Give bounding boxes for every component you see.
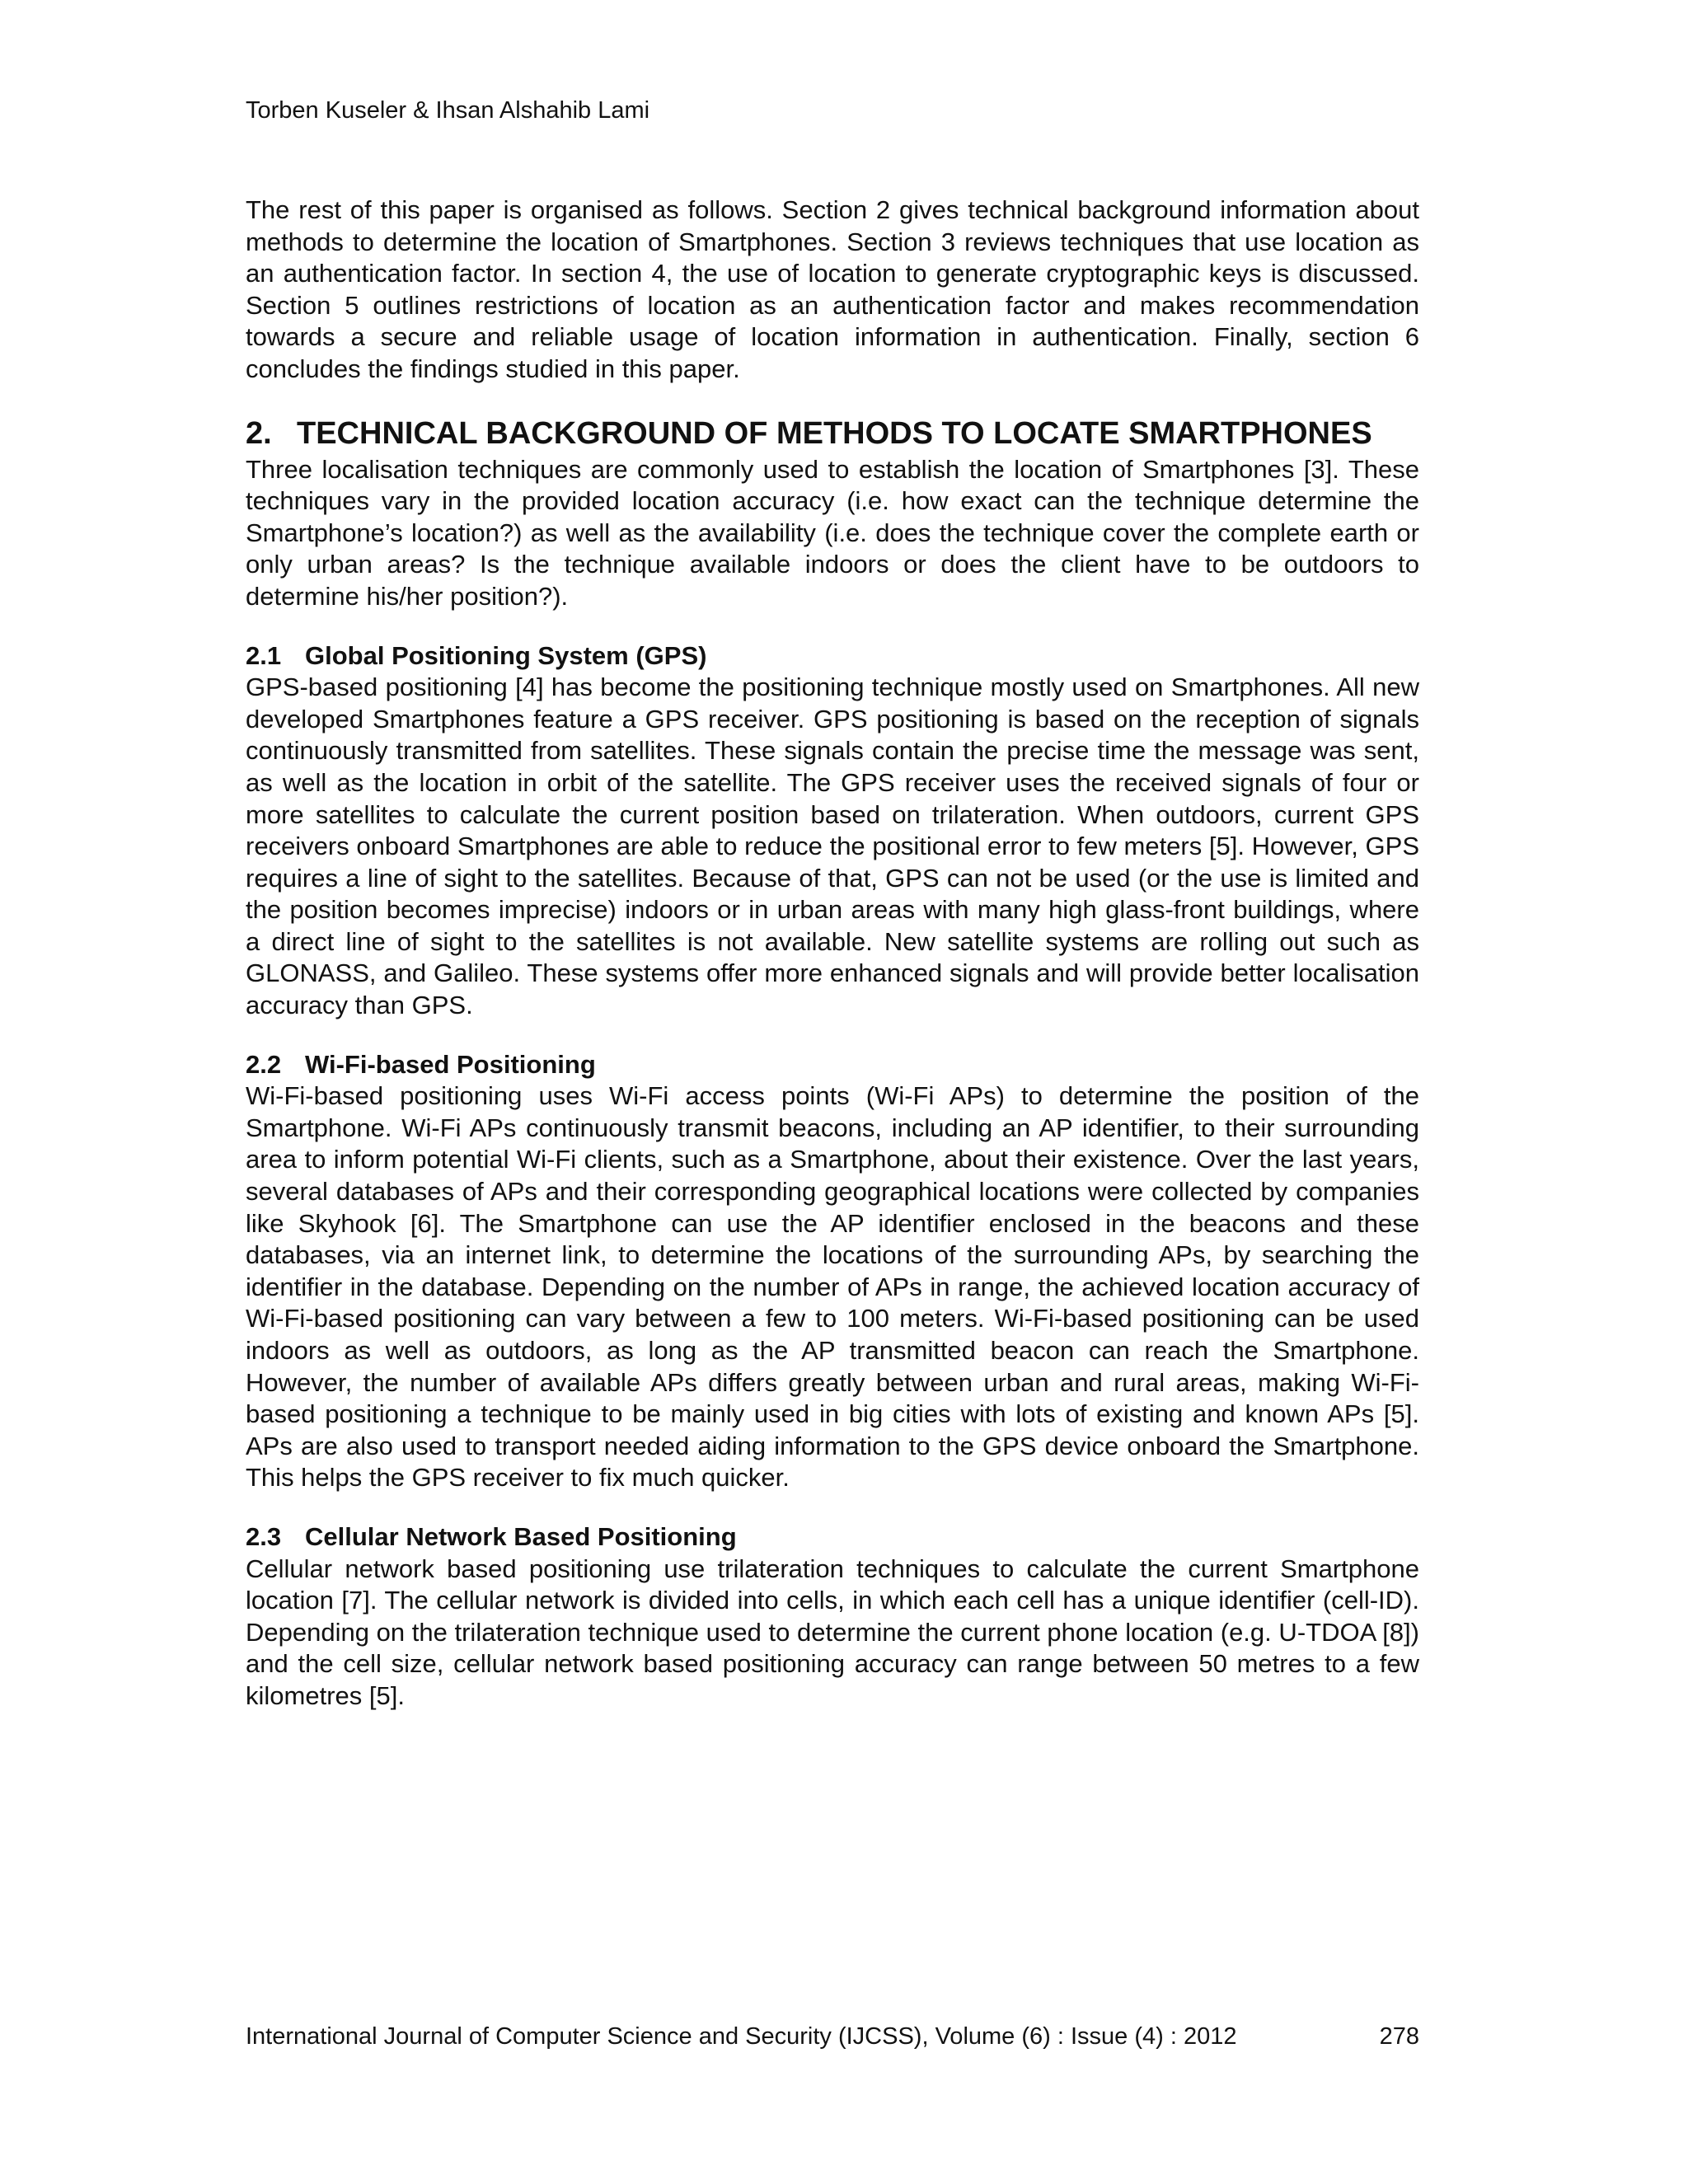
section-2-3-heading	[246, 1521, 1419, 1554]
section-2-number: 2.	[246, 415, 272, 451]
section-2-1-paragraph: GPS-based positioning [4] has become the positioning technique mostly used on Smartphones. All new developed Smartphones feature a GPS receiver. GPS positioning is based on the reception of signals continuously transmitted from satellites. These signals contain the precise time the message was sent, as well as the location in orbit of the satellite. The GPS receiver uses the received signals of four or more satellites to calculate the current position based on trilateration. When outdoors, current GPS receivers onboard Smartphones are able to reduce the positional error to few meters [5]. However, GPS requires a line of sight to the satellites. Because of that, GPS can not be used (or the use is limited and the position becomes imprecise) indoors or in urban areas with many high glass-front buildings, where a direct line of sight to the satellites is not available. New satellite systems are rolling out such as GLONASS, and Galileo. These systems offer more enhanced signals and will provide better localisation accuracy than GPS.	[246, 673, 1419, 1020]
section-2-title: TECHNICAL BACKGROUND OF METHODS TO LOCATE SMARTPHONES	[297, 415, 1372, 451]
page-number: 278	[1379, 2023, 1419, 2050]
section-2-2-heading	[246, 1049, 1419, 1081]
section-2-2-paragraph: Wi-Fi-based positioning uses Wi-Fi access points (Wi-Fi APs) to determine the position of the Smartphone. Wi-Fi APs continuously transmit beacons, including an AP identifier, to their surrounding area to inform potential Wi-Fi clients, such as a Smartphone, about their existence. Over the last years, several databases of APs and their corresponding geographical locations were collected by companies like Skyhook [6]. The Smartphone can use the AP identifier enclosed in the beacons and these databases, via an internet link, to determine the locations of the surrounding APs, by searching the identifier in the database. Depending on the number of APs in range, the achieved location accuracy of Wi-Fi-based positioning can vary between a few to 100 meters. Wi-Fi-based positioning can be used indoors as well as outdoors, as long as the AP transmitted beacon can reach the Smartphone. However, the number of available APs differs greatly between urban and rural areas, making Wi-Fi-based positioning a technique to be mainly used in big cities with lots of existing and known APs [5]. APs are also used to transport needed aiding information to the GPS device onboard the Smartphone. This helps the GPS receiver to fix much quicker.	[246, 1081, 1419, 1493]
section-2-heading	[246, 413, 1419, 454]
section-2-2-title: Wi-Fi-based Positioning	[305, 1049, 596, 1079]
footer-journal-citation: International Journal of Computer Science and Security (IJCSS), Volume (6) : Issue (4) : 2012	[246, 2023, 1237, 2050]
section-2-1-number: 2.1	[246, 640, 282, 670]
section-2-2-number: 2.2	[246, 1049, 282, 1079]
section-2-1-title: Global Positioning System (GPS)	[305, 640, 707, 670]
running-header-authors: Torben Kuseler & Ihsan Alshahib Lami	[246, 97, 650, 124]
section-2-3-number: 2.3	[246, 1521, 282, 1551]
intro-paragraph: The rest of this paper is organised as follows. Section 2 gives technical background information about methods to determine the location of Smartphones. Section 3 reviews techniques that use location as an authentication factor. In section 4, the use of location to generate cryptographic keys is discussed. Section 5 outlines restrictions of location as an authentication factor and makes recommendation towards a secure and reliable usage of location information in authentication. Finally, section 6 concludes the findings studied in this paper.	[246, 195, 1419, 383]
section-2-3-paragraph: Cellular network based positioning use trilateration techniques to calculate the current Smartphone location [7]. The cellular network is divided into cells, in which each cell has a unique identifier (cell-ID). Depending on the trilateration technique used to determine the current phone location (e.g. U-TDOA [8]) and the cell size, cellular network based positioning accuracy can range between 50 metres to a few kilometres [5].	[246, 1554, 1419, 1710]
section-2-1-heading	[246, 640, 1419, 673]
section-2-3-title: Cellular Network Based Positioning	[305, 1521, 737, 1551]
section-2-paragraph: Three localisation techniques are commonly used to establish the location of Smartphones [3]. These techniques vary in the provided location accuracy (i.e. how exact can the technique determine the Smartphone’s location?) as well as the availability (i.e. does the technique cover the complete earth or only urban areas? Is the technique available indoors or does the client have to be outdoors to determine his/her position?).	[246, 454, 1419, 611]
page-content	[246, 194, 1419, 1713]
